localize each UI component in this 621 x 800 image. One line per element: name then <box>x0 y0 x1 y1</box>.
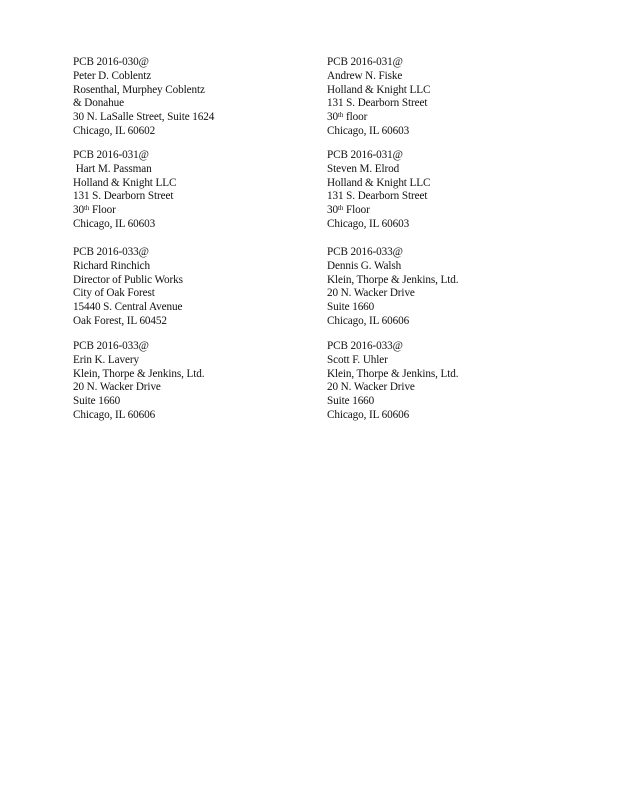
address-line: Holland & Knight LLC <box>327 83 431 96</box>
recipient-name: Peter D. Coblentz <box>73 69 152 82</box>
address-line: 15440 S. Central Avenue <box>73 301 183 314</box>
case-number: PCB 2016-033@ <box>73 246 149 258</box>
floor-number: 30 <box>73 204 84 217</box>
case-number: PCB 2016-031@ <box>73 149 149 161</box>
floor-number: 30 <box>327 111 338 124</box>
address-line: 30 N. LaSalle Street, Suite 1624 <box>73 111 215 124</box>
service-entry <box>73 246 323 329</box>
recipient-name: Andrew N. Fiske <box>327 69 403 82</box>
recipient-name: Dennis G. Walsh <box>327 259 402 272</box>
recipient-name: Scott F. Uhler <box>327 353 388 366</box>
floor-number: 30 <box>327 204 338 217</box>
recipient-name: Erin K. Lavery <box>73 353 140 366</box>
address-line: Suite 1660 <box>73 395 121 408</box>
case-number: PCB 2016-033@ <box>73 340 149 352</box>
case-number: PCB 2016-031@ <box>327 56 403 68</box>
address-line: Chicago, IL 60602 <box>73 124 156 137</box>
address-line: 131 S. Dearborn Street <box>327 97 428 110</box>
recipient-name: Richard Rinchich <box>73 259 151 272</box>
address-line: 131 S. Dearborn Street <box>73 190 174 203</box>
address-line: Suite 1660 <box>327 395 375 408</box>
service-entry <box>327 246 577 329</box>
service-entry <box>327 56 577 139</box>
floor-suffix: th <box>84 204 90 213</box>
floor-line <box>327 111 577 125</box>
service-entry <box>73 340 323 423</box>
address-line: Holland & Knight LLC <box>327 176 431 189</box>
service-entry <box>327 149 577 232</box>
address-line: Klein, Thorpe & Jenkins, Ltd. <box>327 273 459 286</box>
address-line: 20 N. Wacker Drive <box>327 287 415 300</box>
floor-word: Floor <box>343 204 370 217</box>
city-line: Chicago, IL 60603 <box>327 217 410 230</box>
floor-word: Floor <box>89 204 116 217</box>
floor-line <box>73 204 323 218</box>
address-line: 20 N. Wacker Drive <box>327 381 415 394</box>
service-entry <box>73 149 323 232</box>
address-line: Klein, Thorpe & Jenkins, Ltd. <box>73 367 205 380</box>
floor-line <box>327 204 577 218</box>
city-line: Chicago, IL 60603 <box>73 217 156 230</box>
case-number: PCB 2016-033@ <box>327 340 403 352</box>
address-line: Suite 1660 <box>327 301 375 314</box>
case-number: PCB 2016-031@ <box>327 149 403 161</box>
recipient-name: Steven M. Elrod <box>327 162 400 175</box>
address-line: 131 S. Dearborn Street <box>327 190 428 203</box>
floor-word: floor <box>343 111 368 124</box>
service-entry <box>73 56 323 139</box>
address-line: City of Oak Forest <box>73 287 155 300</box>
floor-suffix: th <box>338 204 344 213</box>
address-line: Rosenthal, Murphey Coblentz <box>73 83 205 96</box>
address-line: Chicago, IL 60606 <box>73 408 156 421</box>
address-line: Chicago, IL 60606 <box>327 314 410 327</box>
service-entry <box>327 340 577 423</box>
address-line: 20 N. Wacker Drive <box>73 381 161 394</box>
address-line: Oak Forest, IL 60452 <box>73 314 167 327</box>
address-line: Director of Public Works <box>73 273 183 286</box>
city-line: Chicago, IL 60603 <box>327 124 410 137</box>
case-number: PCB 2016-030@ <box>73 56 149 68</box>
case-number: PCB 2016-033@ <box>327 246 403 258</box>
address-line: Holland & Knight LLC <box>73 176 177 189</box>
address-line: & Donahue <box>73 97 124 110</box>
floor-suffix: th <box>338 111 344 120</box>
address-line: Klein, Thorpe & Jenkins, Ltd. <box>327 367 459 380</box>
recipient-name: Hart M. Passman <box>73 162 152 175</box>
address-line: Chicago, IL 60606 <box>327 408 410 421</box>
